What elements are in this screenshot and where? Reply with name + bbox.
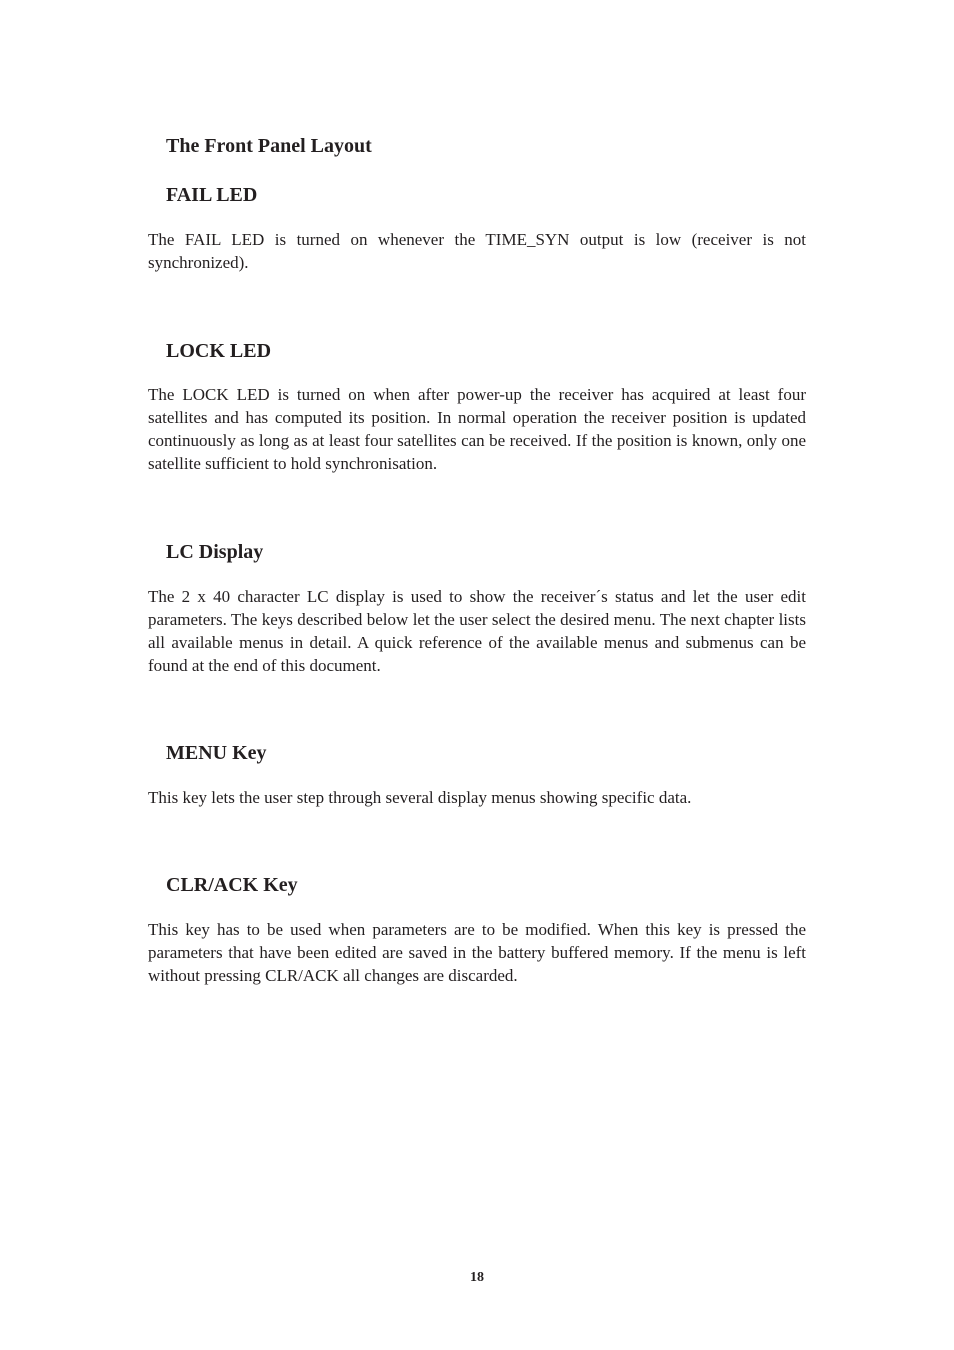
section-heading-lock-led: LOCK LED: [166, 340, 272, 362]
section-body-menu-key: This key lets the user step through several display menus showing specific data.: [148, 788, 692, 807]
page-number: 18: [470, 1270, 484, 1285]
section-body-fail-led: The FAIL LED is turned on whenever the TIME_SYN output is low (receiver is not synchronized).: [148, 230, 806, 272]
section-heading-lc-display: LC Display: [166, 541, 264, 563]
section-body-lc-display: The 2 x 40 character LC display is used to show the receiver´s status and let the user edit parameters. The keys described below let the user select the desired menu. The next chapter lists all available menus in detail. A quick reference of the available menus and submenus can be found at the end of this document.: [148, 587, 806, 675]
section-body-lock-led: The LOCK LED is turned on when after power-up the receiver has acquired at least four satellites and has computed its position. In normal operation the receiver position is updated continuously as long as at least four satellites can be received. If the position is known, only one satellite sufficient to hold synchronisation.: [148, 385, 806, 473]
section-heading-menu-key: MENU Key: [166, 742, 267, 764]
section-heading-clr-ack-key: CLR/ACK Key: [166, 874, 298, 896]
section-heading-fail-led: FAIL LED: [166, 184, 258, 206]
page-title: The Front Panel Layout: [166, 135, 372, 157]
section-body-clr-ack-key: This key has to be used when parameters are to be modified. When this key is pressed the parameters that have been edited are saved in the battery buffered memory. If the menu is left without pressing CLR/ACK all changes are discarded.: [148, 920, 806, 985]
